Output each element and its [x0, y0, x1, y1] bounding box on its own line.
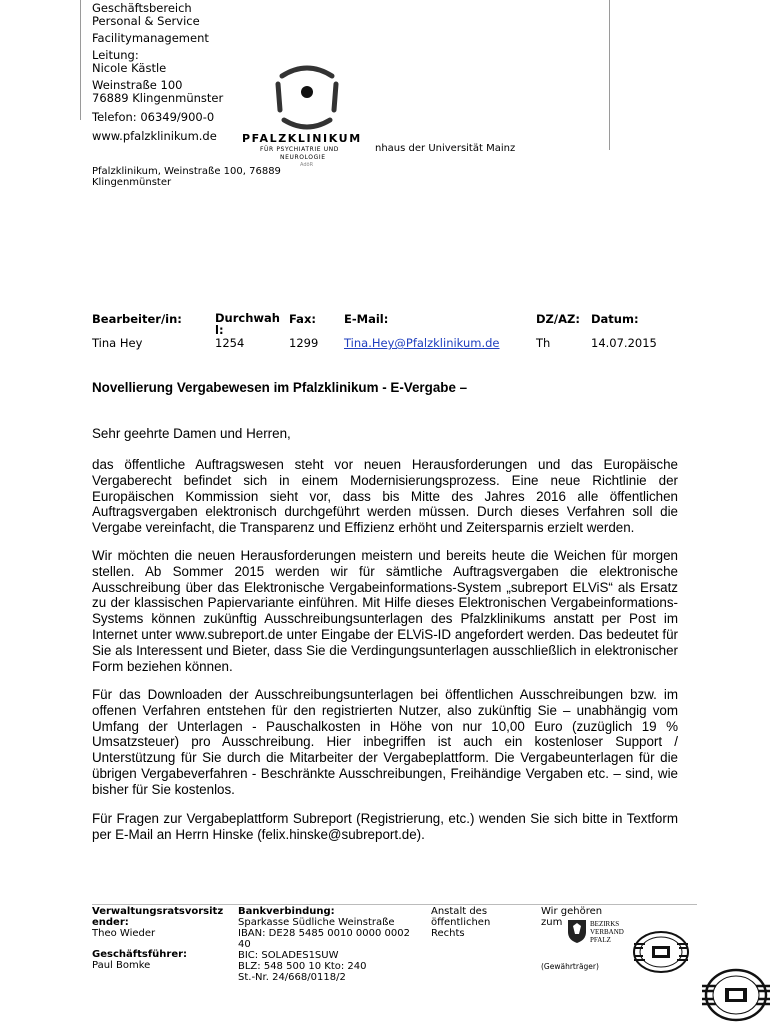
- sender-web: www.pfalzklinikum.de: [92, 129, 217, 143]
- ceo-label: Geschäftsführer:: [92, 949, 188, 960]
- sender-unit: Facilitymanagement: [92, 31, 209, 45]
- label-ref: DZ/AZ:: [536, 312, 580, 326]
- value-direct: 1254: [215, 336, 245, 350]
- bank-bic: BIC: SOLADES1SUW: [238, 950, 339, 961]
- logo-sub3: AdöR: [300, 162, 314, 168]
- bank-blz: BLZ: 548 500 10 Kto: 240: [238, 961, 367, 972]
- label-date: Datum:: [591, 312, 639, 326]
- label-editor: Bearbeiter/in:: [92, 312, 182, 326]
- bv-line3: PFALZ: [590, 936, 611, 944]
- legal-line3: Rechts: [431, 928, 465, 939]
- return-address-line2: Klingenmünster: [92, 177, 172, 188]
- bank-name: Sparkasse Südliche Weinstraße: [238, 917, 395, 928]
- bank-iban: IBAN: DE28 5485 0010 0000 0002: [238, 928, 410, 939]
- coat-of-arms-icon: [566, 918, 588, 944]
- bv-line1: BEZIRKS: [590, 920, 620, 928]
- footer-divider: [92, 904, 697, 905]
- belong-line1: Wir gehören: [541, 906, 603, 917]
- board-label-2: ender:: [92, 917, 129, 928]
- label-fax: Fax:: [289, 312, 316, 326]
- sender-lead-name: Nicole Kästle: [92, 61, 167, 75]
- legal-line2: öffentlichen: [431, 917, 491, 928]
- footer-bank: [238, 906, 410, 983]
- certification-seal-large: [700, 966, 770, 1028]
- paragraph-4: Für Fragen zur Vergabeplattform Subreport (Registrierung, etc.) wenden Sie sich bitte in Textform per E-Mail an Herrn Hinske (felix.hinske@subreport.de).: [92, 811, 678, 842]
- letter-subject: Novellierung Vergabewesen im Pfalzklinikum - E-Vergabe –: [92, 380, 468, 395]
- bank-iban-cont: 40: [238, 939, 251, 950]
- footer-board: [92, 906, 223, 971]
- sender-lead-label: Leitung:: [92, 48, 139, 62]
- paragraph-1: das öffentliche Auftragswesen steht vor neuen Herausforderungen und das Europäische Vergaberecht befindet sich in einem Modernisierungsprozess. Eine neue Richtlinie der Europäischen Kommission sieht vor, dass bis Mitte des Jahres 2016 alle öffentlichen Auftragsvergaben elektronisch durchgeführt werden müssen. Durch dieses Verfahren soll die Vergabe vereinfacht, die Transparenz und Effizienz erhöht und Zeitersparnis erzielt werden.: [92, 457, 678, 536]
- bank-tax: St.-Nr. 24/668/0118/2: [238, 972, 346, 983]
- board-name: Theo Wieder: [92, 928, 156, 939]
- logo-sub1: FÜR PSYCHIATRIE UND: [260, 146, 339, 153]
- value-editor: Tina Hey: [92, 336, 143, 350]
- seal-icon-large: [700, 966, 770, 1024]
- belong-line2: zum: [541, 917, 563, 928]
- return-address: [92, 166, 281, 188]
- footer-legal: [431, 906, 490, 939]
- sender-city: 76889 Klingenmünster: [92, 91, 224, 105]
- email-link[interactable]: Tina.Hey@Pfalzklinikum.de: [344, 336, 500, 350]
- sender-block: [92, 2, 223, 143]
- board-label-1: Verwaltungsratsvorsitz: [92, 906, 224, 917]
- sender-department2: Personal & Service: [92, 14, 200, 28]
- logo-name: PFALZKLINIKUM: [242, 132, 362, 145]
- logo-mark-icon: [242, 62, 372, 134]
- sender-street: Weinstraße 100: [92, 78, 183, 92]
- label-direct-line1: Durchwah: [215, 311, 280, 325]
- label-direct: [215, 312, 280, 336]
- legal-line1: Anstalt des: [431, 906, 488, 917]
- pfalzklinikum-logo: [242, 62, 372, 172]
- seal-icon: [631, 929, 691, 975]
- certification-seal-small: [631, 929, 691, 979]
- guarantor-label: (Gewährträger): [541, 962, 599, 971]
- sender-department: Geschäftsbereich: [92, 1, 192, 15]
- logo-sub2: NEUROLOGIE: [280, 154, 326, 161]
- paragraph-3: Für das Downloaden der Ausschreibungsunterlagen bei öffentlichen Ausschreibungen bzw. im offenen Verfahren entstehen für den registrierten Nutzer, also zukünftig Sie – unabhängig vom Umfang der Unterlagen - Pauschalkosten in Höhe von nur 10,00 Euro (zuzüglich 19 % Umsatzsteuer) pro Ausschreibung. Hier inbegriffen ist auch ein kostenloser Support / Unterstützung für Sie durch die Mitarbeiter der Vergabeplattform. Die Vergabeunterlagen für die übrigen Vergabeverfahren - Beschränkte Ausschreibungen, Freihändige Vergaben etc. – sind, wie bisher für Sie kostenlos.: [92, 687, 678, 797]
- label-email: E-Mail:: [344, 312, 389, 326]
- label-direct-line2: l:: [215, 323, 224, 337]
- value-fax: 1299: [289, 336, 319, 350]
- value-date: 14.07.2015: [591, 336, 657, 350]
- university-affiliation: nhaus der Universität Mainz: [375, 143, 516, 154]
- right-margin-line: [609, 0, 610, 150]
- bv-line2: VERBAND: [590, 928, 624, 936]
- letter-salutation: Sehr geehrte Damen und Herren,: [92, 426, 291, 441]
- value-ref: Th: [536, 336, 551, 350]
- left-margin-line: [80, 0, 81, 120]
- sender-phone: Telefon: 06349/900-0: [92, 110, 215, 124]
- return-address-line1: Pfalzklinikum, Weinstraße 100, 76889: [92, 166, 281, 177]
- paragraph-2: Wir möchten die neuen Herausforderungen meistern und bereits heute die Weichen für morgen stellen. Ab Sommer 2015 werden wir für sämtliche Auftragsvergaben die elektronische Ausschreibung über das Elektronische Vergabeinformations-System „subreport ELViS“ als Ersatz zu der klassischen Papiervariante einführen. Mit Hilfe dieses Elektronischen Vergabeinformations-Systems können zukünftig Ausschreibungsunterlagen des Pfalzklinikums anstatt per Post im Internet unter www.subreport.de unter Eingabe der ELViS-ID angefordert werden. Das bedeutet für Sie als Interessent und Bieter, dass Sie die Verdingungsunterlagen ausschließlich in elektronischer Form beziehen können.: [92, 548, 678, 674]
- bank-label: Bankverbindung:: [238, 906, 335, 917]
- ceo-name: Paul Bomke: [92, 960, 151, 971]
